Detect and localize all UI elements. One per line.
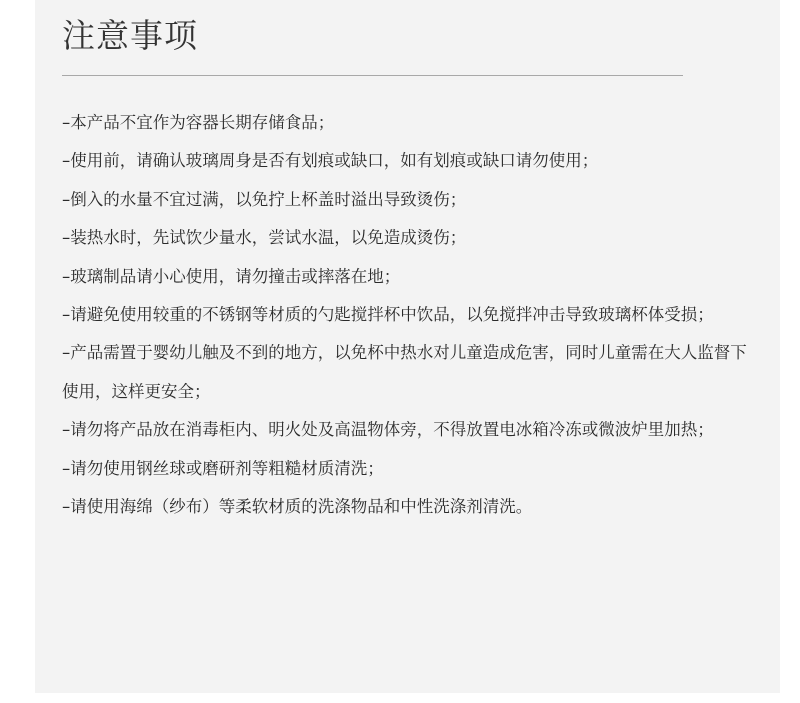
note-item: –玻璃制品请小心使用，请勿撞击或摔落在地； (62, 266, 401, 286)
note-item: –产品需置于婴幼儿触及不到的地方，以免杯中热水对儿童造成危害，同时儿童需在大人监督下使用，这样更安全； (62, 343, 747, 401)
note-item: –请避免使用较重的不锈钢等材质的勺匙搅拌杯中饮品，以免搅拌冲击导致玻璃杯体受损； (62, 305, 714, 325)
note-item: –请使用海绵（纱布）等柔软材质的洗涤物品和中性洗涤剂清洗。 (62, 497, 533, 517)
note-item: –本产品不宜作为容器长期存储食品； (62, 113, 335, 132)
title-divider (62, 75, 683, 76)
note-item: –倒入的水量不宜过满，以免拧上杯盖时溢出导致烫伤； (62, 189, 467, 209)
notes-list (62, 104, 762, 526)
page-title: 注意事项 (62, 16, 198, 55)
note-item: –装热水时，先试饮少量水，尝试水温，以免造成烫伤； (62, 228, 467, 248)
note-item: –请勿将产品放在消毒柜内、明火处及高温物体旁，不得放置电冰箱冷冻或微波炉里加热； (62, 420, 714, 440)
note-item: –使用前，请确认玻璃周身是否有划痕或缺口，如有划痕或缺口请勿使用； (62, 151, 599, 171)
note-item: –请勿使用钢丝球或磨研剂等粗糙材质清洗； (62, 458, 384, 478)
